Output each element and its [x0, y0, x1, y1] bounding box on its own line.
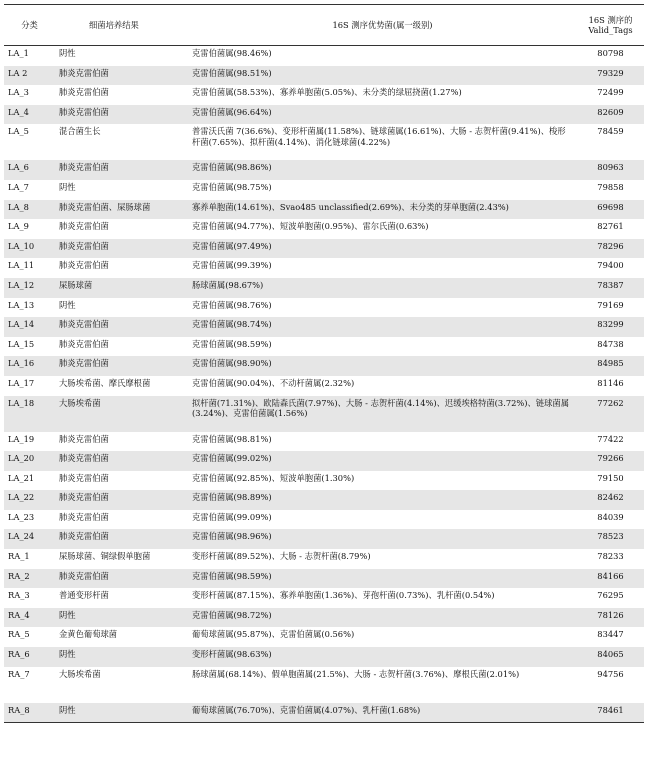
cell-category: LA_6 [4, 160, 55, 180]
cell-culture: 大肠埃希菌 [59, 668, 101, 679]
cell-dominant: 变形杆菌属(98.63%) [188, 647, 577, 667]
table-row [4, 432, 644, 452]
cell-category: LA 2 [4, 66, 55, 86]
cell-category: LA_7 [8, 181, 29, 192]
cell-valid-tags: 84039 [597, 511, 624, 522]
cell-category: LA_23 [8, 511, 35, 522]
cell-category: LA_12 [4, 278, 55, 298]
cell-culture: 肺炎克雷伯菌、屎肠球菌 [55, 200, 188, 220]
cell-dominant: 克雷伯菌属(98.51%) [188, 66, 577, 86]
cell-category: LA_8 [4, 200, 55, 220]
table-row [4, 529, 644, 549]
cell-culture: 屎肠球菌、铜绿假单胞菌 [59, 551, 151, 562]
cell-dominant: 葡萄球菌属(76.70%)、克雷伯菌属(4.07%)、乳杆菌(1.68%) [188, 703, 577, 723]
cell-dominant: 肠球菌属(68.14%)、假单胞菌属(21.5%)、大肠 - 志贺杆菌(3.76%)、摩根氏菌(2.01%) [192, 668, 520, 679]
cell-culture: 金黄色葡萄球菌 [59, 629, 118, 640]
table-row [4, 647, 644, 667]
cell-culture: 肺炎克雷伯菌 [55, 66, 188, 86]
cell-category: LA_11 [8, 260, 35, 271]
cell-valid-tags: 82609 [577, 105, 644, 125]
cell-dominant: 克雷伯菌属(96.64%) [188, 105, 577, 125]
table-row [4, 239, 644, 259]
table-row [4, 46, 644, 66]
cell-culture: 肺炎克雷伯菌 [55, 529, 188, 549]
cell-dominant: 克雷伯菌属(98.81%) [192, 433, 272, 444]
cell-dominant: 克雷伯菌属(90.04%)、不动杆菌属(2.32%) [192, 377, 355, 388]
cell-category: LA_14 [4, 317, 55, 337]
cell-dominant: 克雷伯菌属(98.59%) [192, 338, 272, 349]
cell-valid-tags: 82761 [597, 221, 624, 232]
table-row [4, 200, 644, 220]
cell-culture: 阴性 [59, 48, 76, 58]
cell-culture: 肺炎克雷伯菌 [59, 260, 109, 271]
cell-culture: 大肠埃希菌 [55, 396, 188, 432]
table-row [4, 703, 644, 723]
table-row [4, 258, 644, 278]
cell-category: LA_4 [4, 105, 55, 125]
cell-valid-tags: 79400 [597, 260, 624, 271]
table-row [4, 471, 644, 491]
cell-dominant: 变形杆菌属(87.15%)、寡养单胞菌(1.36%)、芽孢杆菌(0.73%)、乳杆菌(0.54%) [192, 590, 495, 601]
cell-valid-tags: 78296 [577, 239, 644, 259]
header-valid-tags [577, 5, 644, 46]
table-row [4, 124, 644, 160]
header-valid-tags-line2: Valid_Tags [588, 25, 633, 35]
cell-dominant: 克雷伯菌属(94.77%)、短波单胞菌(0.95%)、雷尔氏菌(0.63%) [192, 221, 429, 232]
table-row [4, 278, 644, 298]
table-row [4, 180, 644, 200]
cell-dominant: 克雷伯菌属(99.39%) [192, 260, 272, 271]
header-row [4, 5, 644, 46]
cell-culture: 肺炎克雷伯菌 [55, 317, 188, 337]
cell-category: LA_15 [8, 338, 35, 349]
cell-dominant: 克雷伯菌属(98.89%) [188, 490, 577, 510]
cell-culture: 肺炎克雷伯菌 [55, 356, 188, 376]
table-header [4, 5, 644, 46]
cell-culture: 混合菌生长 [59, 126, 101, 137]
cell-dominant: 克雷伯菌属(98.75%) [192, 181, 272, 192]
cell-culture: 肺炎克雷伯菌 [55, 239, 188, 259]
cell-category: LA_10 [4, 239, 55, 259]
cell-valid-tags: 78233 [597, 551, 624, 562]
cell-culture: 肺炎克雷伯菌 [59, 511, 109, 522]
cell-dominant: 克雷伯菌属(98.46%) [192, 48, 272, 58]
cell-dominant: 肠球菌属(98.67%) [188, 278, 577, 298]
table-row [4, 490, 644, 510]
table-row [4, 85, 644, 105]
table-row [4, 66, 644, 86]
cell-valid-tags: 79858 [597, 181, 624, 192]
cell-category: RA_1 [8, 551, 30, 562]
table-row [4, 317, 644, 337]
cell-dominant: 克雷伯菌属(58.53%)、寡养单胞菌(5.05%)、未分类的绿屈挠菌(1.27%) [192, 87, 462, 98]
cell-category: LA_20 [4, 451, 55, 471]
cell-culture: 肺炎克雷伯菌 [55, 451, 188, 471]
cell-valid-tags: 72499 [597, 87, 624, 98]
cell-valid-tags: 78459 [597, 126, 624, 137]
cell-dominant: 克雷伯菌属(98.86%) [188, 160, 577, 180]
cell-culture: 普通变形杆菌 [59, 590, 109, 601]
cell-valid-tags: 69698 [577, 200, 644, 220]
header-culture: 细菌培养结果 [89, 19, 139, 30]
cell-valid-tags: 79169 [597, 299, 624, 310]
table-row [4, 569, 644, 589]
cell-category: RA_2 [4, 569, 55, 589]
cell-culture: 屎肠球菌 [55, 278, 188, 298]
cell-culture: 肺炎克雷伯菌 [55, 105, 188, 125]
cell-dominant: 克雷伯菌属(98.59%) [188, 569, 577, 589]
table-row [4, 627, 644, 647]
cell-valid-tags: 79329 [577, 66, 644, 86]
cell-dominant: 克雷伯菌属(98.74%) [188, 317, 577, 337]
table-row [4, 105, 644, 125]
cell-valid-tags: 84985 [577, 356, 644, 376]
cell-culture: 肺炎克雷伯菌 [59, 338, 109, 349]
cell-category: LA_1 [8, 48, 29, 58]
cell-culture: 阴性 [55, 703, 188, 723]
cell-dominant: 克雷伯菌属(98.76%) [192, 299, 272, 310]
cell-culture: 肺炎克雷伯菌 [59, 433, 109, 444]
cell-culture: 肺炎克雷伯菌 [55, 569, 188, 589]
cell-culture: 肺炎克雷伯菌 [59, 87, 109, 98]
cell-culture: 肺炎克雷伯菌 [55, 160, 188, 180]
cell-valid-tags: 79266 [577, 451, 644, 471]
cell-category: RA_6 [4, 647, 55, 667]
cell-category: LA_5 [8, 126, 29, 137]
cell-category: RA_7 [8, 668, 30, 679]
table-row [4, 337, 644, 357]
table-row [4, 510, 644, 530]
cell-dominant: 克雷伯菌属(98.96%) [188, 529, 577, 549]
cell-valid-tags: 80963 [577, 160, 644, 180]
cell-dominant: 寡养单胞菌(14.61%)、Svao485 unclassified(2.69%)、未分类的芽单胞菌(2.43%) [188, 200, 577, 220]
cell-dominant: 克雷伯菌属(98.72%) [188, 608, 577, 628]
cell-category: LA_24 [4, 529, 55, 549]
table-row [4, 219, 644, 239]
cell-culture: 肺炎克雷伯菌 [55, 490, 188, 510]
cell-valid-tags: 78387 [577, 278, 644, 298]
results-table [4, 4, 644, 723]
cell-dominant: 克雷伯菌属(98.90%) [188, 356, 577, 376]
table-row [4, 376, 644, 396]
cell-culture: 大肠埃希菌、摩氏摩根菌 [59, 377, 151, 388]
table-row [4, 588, 644, 608]
cell-valid-tags: 80798 [597, 48, 624, 58]
cell-category: LA_18 [4, 396, 55, 432]
header-valid-tags-line1: 16S 测序的 [588, 14, 633, 25]
cell-valid-tags: 76295 [597, 590, 624, 601]
table-row [4, 608, 644, 628]
cell-category: RA_4 [4, 608, 55, 628]
cell-category: LA_16 [4, 356, 55, 376]
cell-culture: 阴性 [55, 608, 188, 628]
cell-dominant: 变形杆菌属(89.52%)、大肠 - 志贺杆菌(8.79%) [192, 551, 371, 562]
table-row [4, 298, 644, 318]
cell-category: LA_17 [8, 377, 35, 388]
cell-category: LA_13 [8, 299, 35, 310]
cell-culture: 肺炎克雷伯菌 [59, 472, 109, 483]
cell-category: LA_3 [8, 87, 29, 98]
cell-valid-tags: 78461 [577, 703, 644, 723]
header-dominant: 16S 测序优势菌(属一级别) [332, 19, 433, 30]
cell-valid-tags: 81146 [597, 377, 624, 388]
cell-category: LA_9 [8, 221, 29, 232]
cell-dominant: 克雷伯菌属(99.02%) [188, 451, 577, 471]
cell-culture: 阴性 [59, 299, 76, 310]
cell-dominant: 葡萄球菌属(95.87%)、克雷伯菌属(0.56%) [192, 629, 355, 640]
table-row [4, 667, 644, 703]
cell-category: RA_8 [4, 703, 55, 723]
cell-dominant: 克雷伯菌属(99.09%) [192, 511, 272, 522]
cell-culture: 阴性 [59, 181, 76, 192]
cell-valid-tags: 84738 [597, 338, 624, 349]
cell-category: LA_21 [8, 472, 35, 483]
cell-category: LA_22 [4, 490, 55, 510]
cell-valid-tags: 83447 [597, 629, 624, 640]
cell-culture: 肺炎克雷伯菌 [59, 221, 109, 232]
cell-dominant: 克雷伯菌属(97.49%) [188, 239, 577, 259]
table-row [4, 356, 644, 376]
cell-valid-tags: 84166 [577, 569, 644, 589]
cell-valid-tags: 79150 [597, 472, 624, 483]
cell-valid-tags: 78523 [577, 529, 644, 549]
cell-valid-tags: 94756 [597, 668, 624, 679]
cell-valid-tags: 82462 [577, 490, 644, 510]
cell-dominant: 克雷伯菌属(92.85%)、短波单胞菌(1.30%) [192, 472, 355, 483]
cell-valid-tags: 83299 [577, 317, 644, 337]
cell-category: LA_19 [8, 433, 35, 444]
header-category: 分类 [21, 19, 38, 30]
cell-culture: 阴性 [55, 647, 188, 667]
cell-valid-tags: 77262 [577, 396, 644, 432]
cell-valid-tags: 78126 [577, 608, 644, 628]
cell-dominant: 普雷沃氏菌 7(36.6%)、变形杆菌属(11.58%)、链球菌属(16.61%)、大肠 - 志贺杆菌(9.41%)、梭形杆菌(7.65%)、拟杆菌(4.14%)、消化链球菌(4.22%) [192, 126, 566, 147]
table-row [4, 396, 644, 432]
table-body [4, 46, 644, 723]
table-row [4, 451, 644, 471]
cell-valid-tags: 77422 [597, 433, 624, 444]
cell-category: RA_5 [8, 629, 30, 640]
cell-category: RA_3 [8, 590, 30, 601]
table-row [4, 160, 644, 180]
table-row [4, 549, 644, 569]
cell-dominant: 拟杆菌(71.31%)、欧陆森氏菌(7.97%)、大肠 - 志贺杆菌(4.14%)、迟缓埃格特菌(3.72%)、链球菌属(3.24%)、克雷伯菌属(1.56%) [188, 396, 577, 432]
cell-valid-tags: 84065 [577, 647, 644, 667]
